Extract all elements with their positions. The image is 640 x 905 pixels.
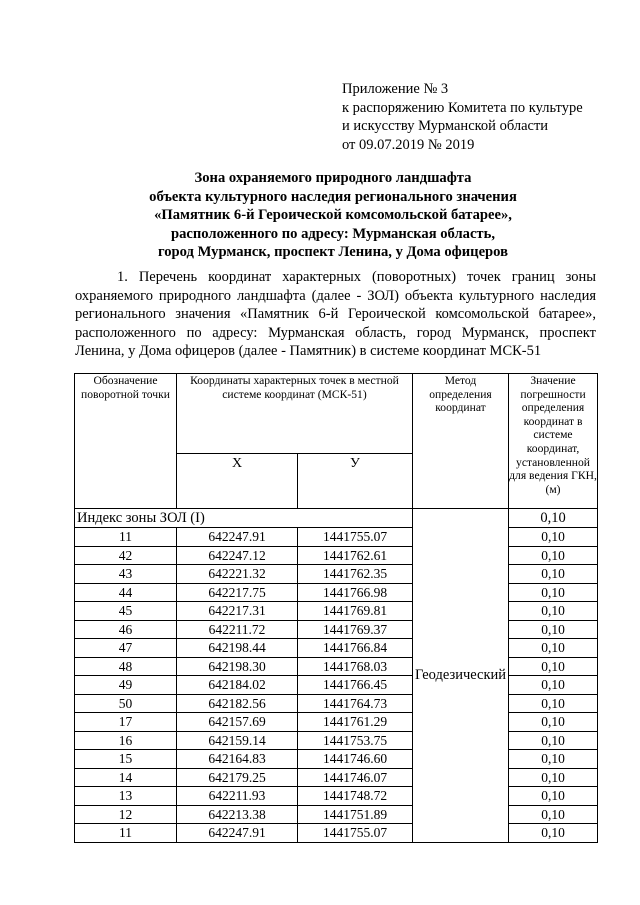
point-cell: 50 [75,694,177,713]
table-row [75,713,598,732]
header-y: У [298,454,413,509]
title-line: расположенного по адресу: Мурманская область, [171,225,495,242]
x-cell: 642217.31 [177,602,298,621]
header-x: Х [177,454,298,509]
table-row [75,824,598,843]
error-cell: 0,10 [509,750,598,769]
table-row [75,787,598,806]
table-row [75,602,598,621]
coordinates-table [74,373,598,843]
table-row [75,620,598,639]
header-error: Значение погрешности определения координат в системе координат, установленной для ведения ГКН, (м) [509,374,598,509]
zone-row [75,509,598,528]
error-cell: 0,10 [509,602,598,621]
table-row [75,528,598,547]
table-row [75,731,598,750]
y-cell: 1441755.07 [298,824,413,843]
point-cell: 43 [75,565,177,584]
table-row [75,546,598,565]
error-cell: 0,10 [509,565,598,584]
header-point: Обозначение поворотной точки [75,374,177,509]
y-cell: 1441762.61 [298,546,413,565]
x-cell: 642198.44 [177,639,298,658]
intro-paragraph: 1. Перечень координат характерных (поворотных) точек границ зоны охраняемого природного ландшафта (далее - ЗОЛ) объекта культурного наследия регионального значения «Памятник 6-й Героической комсомольской батарее», расположенного по адресу: Мурманская область, город Мурманск, проспект Ленина, у Дома офицеров (далее - Памятник) в системе координат МСК-51 [75,269,596,360]
y-cell: 1441766.98 [298,583,413,602]
y-cell: 1441769.81 [298,602,413,621]
title-line: объекта культурного наследия регионального значения [149,188,517,205]
point-cell: 46 [75,620,177,639]
error-cell: 0,10 [509,620,598,639]
table-row [75,565,598,584]
x-cell: 642159.14 [177,731,298,750]
error-cell: 0,10 [509,657,598,676]
x-cell: 642211.72 [177,620,298,639]
title-line: Зона охраняемого природного ландшафта [194,170,472,186]
header-coords: Координаты характерных точек в местной системе координат (МСК-51) [177,374,413,454]
error-cell: 0,10 [509,787,598,806]
y-cell: 1441766.84 [298,639,413,658]
x-cell: 642247.91 [177,528,298,547]
error-cell: 0,10 [509,583,598,602]
y-cell: 1441751.89 [298,805,413,824]
table-row [75,676,598,695]
x-cell: 642211.93 [177,787,298,806]
table-row [75,639,598,658]
table-row [75,694,598,713]
table-row [75,768,598,787]
x-cell: 642247.91 [177,824,298,843]
y-cell: 1441769.37 [298,620,413,639]
y-cell: 1441768.03 [298,657,413,676]
point-cell: 12 [75,805,177,824]
table-row [75,805,598,824]
x-cell: 642179.25 [177,768,298,787]
y-cell: 1441746.60 [298,750,413,769]
point-cell: 49 [75,676,177,695]
appendix-line: к распоряжению Комитета по культуре [342,99,583,116]
x-cell: 642217.75 [177,583,298,602]
error-cell: 0,10 [509,639,598,658]
table-row [75,583,598,602]
appendix-line: от 09.07.2019 № 2019 [342,136,475,153]
x-cell: 642164.83 [177,750,298,769]
x-cell: 642247.12 [177,546,298,565]
table-row [75,750,598,769]
error-cell: 0,10 [509,676,598,695]
x-cell: 642157.69 [177,713,298,732]
point-cell: 45 [75,602,177,621]
y-cell: 1441755.07 [298,528,413,547]
point-cell: 17 [75,713,177,732]
error-cell: 0,10 [509,824,598,843]
error-cell: 0,10 [509,528,598,547]
zone-label: Индекс зоны ЗОЛ (I) [75,509,413,528]
y-cell: 1441748.72 [298,787,413,806]
error-cell: 0,10 [509,546,598,565]
y-cell: 1441761.29 [298,713,413,732]
error-cell: 0,10 [509,713,598,732]
x-cell: 642198.30 [177,657,298,676]
zone-error: 0,10 [509,509,598,528]
error-cell: 0,10 [509,694,598,713]
point-cell: 47 [75,639,177,658]
y-cell: 1441746.07 [298,768,413,787]
point-cell: 15 [75,750,177,769]
document-title [70,169,596,262]
header-method: Метод определения координат [413,374,509,509]
point-cell: 11 [75,824,177,843]
x-cell: 642221.32 [177,565,298,584]
point-cell: 11 [75,528,177,547]
point-cell: 42 [75,546,177,565]
title-line: город Мурманск, проспект Ленина, у Дома офицеров [158,244,508,261]
appendix-line: Приложение № 3 [342,81,449,97]
x-cell: 642184.02 [177,676,298,695]
point-cell: 16 [75,731,177,750]
table-row [75,657,598,676]
y-cell: 1441766.45 [298,676,413,695]
y-cell: 1441753.75 [298,731,413,750]
method-cell: Геодезический [413,509,509,843]
y-cell: 1441764.73 [298,694,413,713]
appendix-header [342,80,583,154]
x-cell: 642182.56 [177,694,298,713]
x-cell: 642213.38 [177,805,298,824]
error-cell: 0,10 [509,731,598,750]
point-cell: 44 [75,583,177,602]
point-cell: 48 [75,657,177,676]
point-cell: 14 [75,768,177,787]
error-cell: 0,10 [509,768,598,787]
y-cell: 1441762.35 [298,565,413,584]
title-line: «Памятник 6-й Героической комсомольской батарее», [154,207,512,224]
error-cell: 0,10 [509,805,598,824]
appendix-line: и искусству Мурманской области [342,118,549,134]
point-cell: 13 [75,787,177,806]
